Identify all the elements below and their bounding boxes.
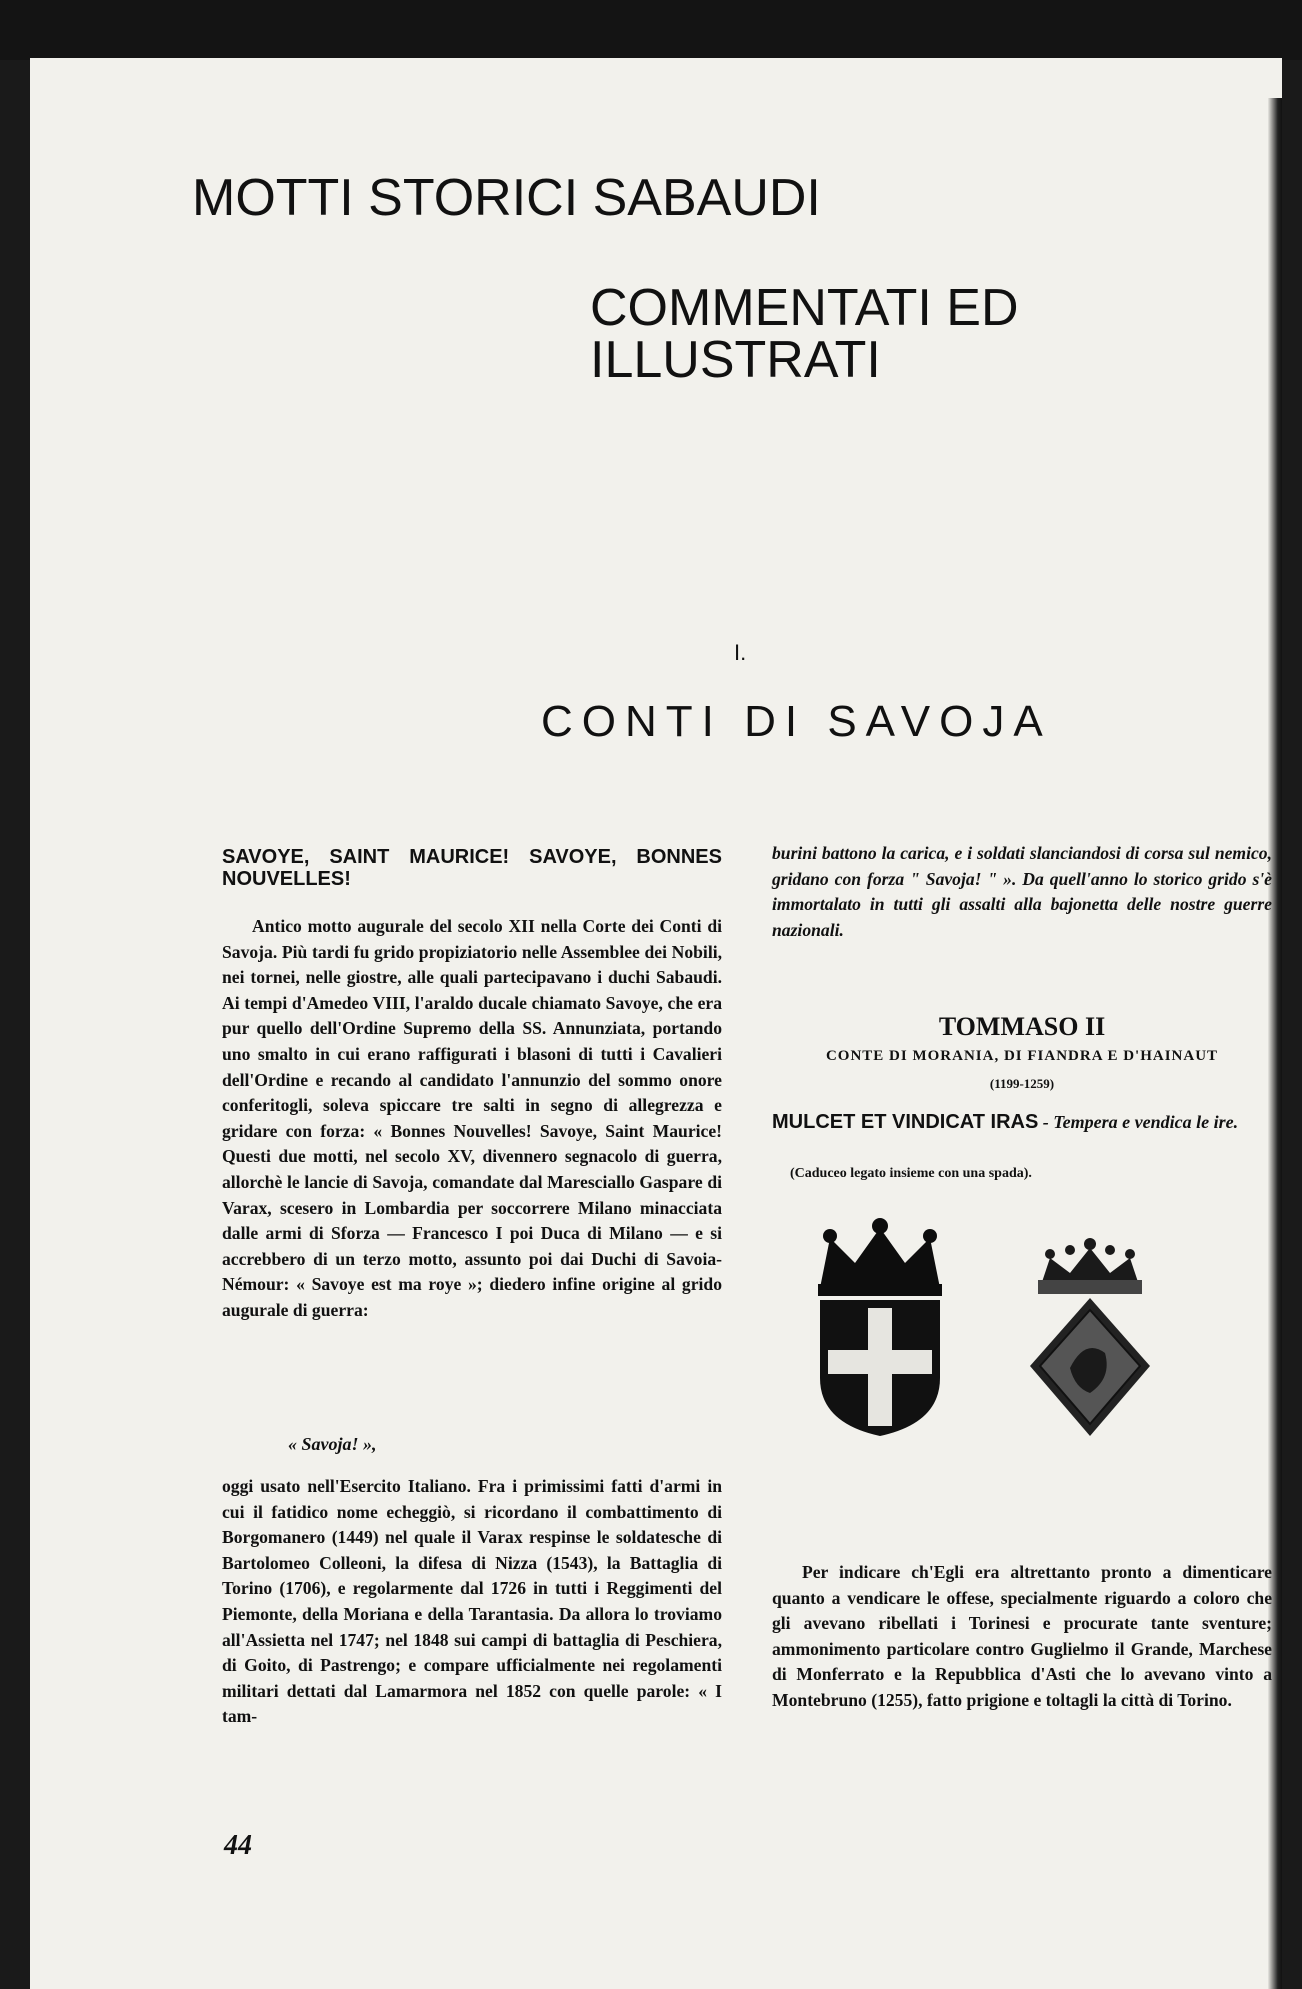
latin-motto: MULCET ET VINDICAT IRAS [772, 1111, 1039, 1133]
left-crown-icon [818, 1218, 942, 1296]
person-titles: CONTE DI MORANIA, DI FIANDRA E D'HAINAUT [825, 1048, 1219, 1064]
motto-block [772, 1110, 1272, 1134]
savoy-shield-icon [820, 1300, 940, 1436]
lozenge-shield-icon [1030, 1298, 1150, 1436]
person-dates: (1199-1259) [989, 1076, 1055, 1091]
right-crown-icon [1038, 1238, 1142, 1294]
left-column [222, 846, 722, 1324]
scan-top-border [0, 0, 1302, 60]
person-name: TOMMASO II [938, 1012, 1106, 1041]
section-title: CONTI DI SAVOJA [541, 697, 1052, 746]
left-paragraph-2: oggi usato nell'Esercito Italiano. Fra i primissimi fatti d'armi in cui il fatidico nome echeggiò, si ricordano il combattimento di Borgomanero (1449) nel quale il Varax respinse le soldatesche di Bartolomeo Colleoni, la difesa di Nizza (1543), la Battaglia di Torino (1706), e regolarmente dal 1726 in tutti i Reggimenti del Piemonte, della Moriana e della Tarantasia. Da allora lo troviamo all'Assietta nel 1747; nel 1848 sui campi di battaglia di Peschiera, di Goito, di Pastrengo; e compare ufficialmente nei regolamenti militari dettati dal Lamarmora nel 1852 con quelle parole: « I tam- [222, 1476, 722, 1727]
left-paragraph-1: Antico motto augurale del secolo XII nella Corte dei Conti di Savoja. Più tardi fu grido propiziatorio nelle Assemblee dei Nobili, nei tornei, nelle giostre, alle quali partecipavano i duchi Sabaudi. Ai tempi d'Amedeo VIII, l'araldo ducale chiamato Savoye, che era pur quello dell'Ordine Supremo della SS. Annunziata, portando uno smalto in cui erano raffigurati i blasoni di tutti i Cavalieri dell'Ordine e recando al candidato l'annunzio del sommo onore conferitogli, soleva spiccare tre salti in segno di allegrezza e gridare con forza: « Bonnes Nouvelles! Savoye, Saint Maurice! Questi due motti, nel secolo XV, divennero segnacolo di guerra, allorchè le lancie di Savoja, comandate dal Maresciallo Gaspare di Varax, scesero in Lombardia per soccorrere Milano minacciata dalle armi di Sforza — Francesco I poi Duca di Milano — e si accrebbero di un terzo motto, assunto poi dai Duchi di Savoia-Némour: « Savoye est ma roye »; diedero infine origine al grido augurale di guerra: [222, 916, 722, 1320]
motto-heading: SAVOYE, SAINT MAURICE! SAVOYE, BONNES NOUVELLES! [222, 846, 722, 890]
right-column-top [772, 841, 1272, 943]
page-number: 44 [224, 1830, 252, 1861]
left-column-continued [222, 1474, 722, 1730]
main-title-line1: MOTTI STORICI SABAUDI [192, 169, 821, 227]
coats-of-arms-illustration [800, 1218, 1260, 1438]
motto-translation: - Tempera e vendica le ire. [1042, 1112, 1239, 1132]
right-paragraph: Per indicare ch'Egli era altrettanto pronto a dimenticare quanto a vendicare le offese, specialmente riguardo a coloro che gli avevano ribellati i Torinesi e procurate tante sventure; ammonimento particolare contro Guglielmo il Grande, Marchese di Monferrato e la Repubblica d'Asti che lo avevano vinto a Montebruno (1255), fatto prigione e toltagli la città di Torino. [772, 1562, 1272, 1710]
section-number: I. [734, 640, 747, 665]
motto-note: (Caduceo legato insieme con una spada). [790, 1166, 1032, 1181]
right-column-bottom [772, 1560, 1272, 1714]
main-title-line2: COMMENTATI ED ILLUSTRATI [590, 279, 1019, 389]
right-continuation: burini battono la carica, e i soldati slanciandosi di corsa sul nemico, gridano con forza " Savoja! " ». Da quell'anno lo storico grido s'è immortalato in tutti gli assalti alla bajonetta delle nostre guerre nazionali. [772, 843, 1272, 940]
savoja-shout: « Savoja! », [288, 1434, 377, 1454]
